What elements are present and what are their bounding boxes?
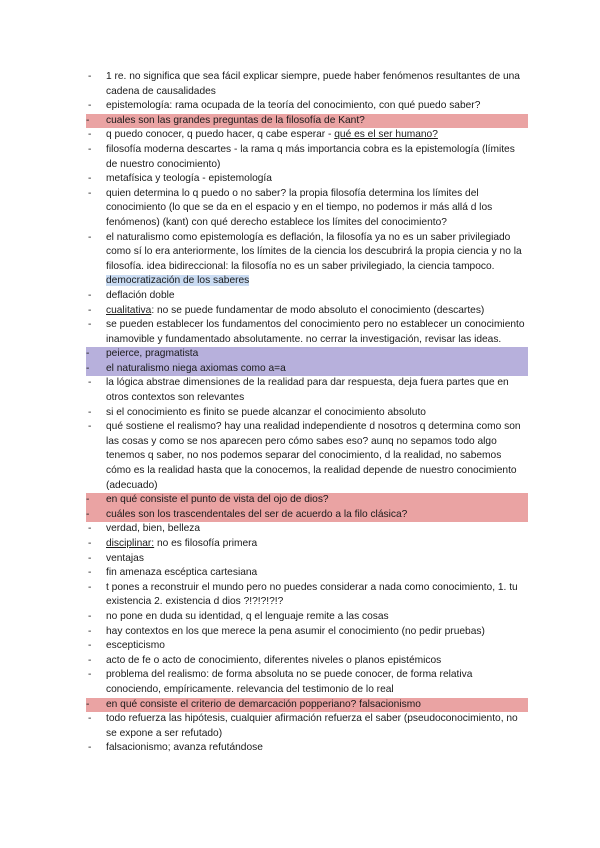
- item-text: : no se puede fundamentar de modo absoluto el conocimiento (descartes): [151, 304, 485, 316]
- list-item: [88, 172, 528, 187]
- item-text: la lógica abstrae dimensiones de la realidad para dar respuesta, deja fuera partes que en otros contextos son relevantes: [106, 377, 509, 404]
- underlined-text: qué es el ser humano?: [334, 129, 438, 141]
- list-item: [88, 318, 528, 347]
- list-item: [88, 552, 528, 567]
- list-item: [88, 128, 528, 143]
- highlighted-question: [86, 114, 528, 129]
- item-text: peierce, pragmatista: [106, 348, 199, 360]
- item-text: qué sostiene el realismo? hay una realidad independiente d nosotros q determina como son las cosas y como se nos aparecen pero cómo sabes eso? aunq no sepamos todo algo tenemos q saber, no nos podemos separar del conocimiento, d la realidad, no sabemos cómo es la realidad hasta que la conocemos, la realidad depende de nuestro conocimiento (adecuado): [106, 421, 521, 491]
- item-text: deflación doble: [106, 289, 175, 301]
- item-text: en qué consiste el punto de vista del ojo de dios?: [106, 494, 329, 506]
- highlighted-question: [86, 493, 528, 508]
- list-item: [88, 639, 528, 654]
- item-text: q puedo conocer, q puedo hacer, q cabe esperar -: [106, 129, 335, 141]
- list-item: [88, 99, 528, 114]
- highlighted-note: [86, 362, 528, 377]
- list-item: [88, 420, 528, 493]
- item-text: metafísica y teología - epistemología: [106, 173, 272, 185]
- list-item: [88, 566, 528, 581]
- item-text: no es filosofía primera: [154, 538, 258, 549]
- item-text: falsacionismo; avanza refutándose: [106, 742, 263, 754]
- item-text: cuáles son los trascendentales del ser de acuerdo a la filo clásica?: [106, 508, 408, 520]
- notes-list: [88, 70, 528, 756]
- list-item: [88, 231, 528, 289]
- underlined-text: cualitativa: [106, 304, 152, 316]
- item-text: verdad, bien, belleza: [106, 523, 201, 535]
- list-item: [88, 625, 528, 640]
- highlighted-phrase: democratización de los saberes: [106, 275, 250, 287]
- list-item: [88, 406, 528, 421]
- list-item: [88, 668, 528, 697]
- item-text: en qué consiste el criterio de demarcación popperiano? falsacionismo: [106, 698, 421, 710]
- item-text: el naturalismo como epistemología es deflación, la filosofía ya no es un saber privilegiado como sí lo era anteriormente, los límites de la ciencia los descubrirá la propia ciencia y no la filosofía. idea bidireccional: la filosofía no es un saber privilegiado, la ciencia tampoco.: [106, 231, 522, 272]
- list-item: [88, 187, 528, 231]
- list-item: [88, 581, 528, 610]
- list-item: [88, 289, 528, 304]
- list-item: [88, 654, 528, 669]
- item-text: 1 re. no significa que sea fácil explicar siempre, puede haber fenómenos resultantes de una cadena de causalidades: [106, 71, 520, 97]
- item-text: fin amenaza escéptica cartesiana: [106, 567, 258, 579]
- list-item: [88, 712, 528, 741]
- list-item: [88, 741, 528, 756]
- item-text: no pone en duda su identidad, q el lenguaje remite a las cosas: [106, 610, 389, 622]
- list-item: [88, 376, 528, 405]
- item-text: el naturalismo niega axiomas como a=a: [106, 362, 286, 374]
- item-text: problema del realismo: de forma absoluta no se puede conocer, de forma relativa conociendo, empíricamente. relevancia del testimonio de lo real: [106, 669, 473, 695]
- highlighted-note: [86, 347, 528, 362]
- item-text: hay contextos en los que merece la pena asumir el conocimiento (no pedir pruebas): [106, 625, 485, 637]
- item-text: epistemología: rama ocupada de la teoría del conocimiento, con qué puedo saber?: [106, 100, 481, 112]
- item-text: si el conocimiento es finito se puede alcanzar el conocimiento absoluto: [106, 406, 426, 418]
- item-text: escepticismo: [106, 640, 165, 652]
- list-item: [88, 304, 528, 319]
- item-text: cuales son las grandes preguntas de la filosofía de Kant?: [106, 114, 365, 126]
- highlighted-question: [86, 508, 528, 523]
- list-item: [88, 70, 528, 99]
- item-text: acto de fe o acto de conocimiento, diferentes niveles o planos epistémicos: [106, 654, 442, 666]
- item-text: quien determina lo q puedo o no saber? la propia filosofía determina los límites del conocimiento (lo que se da en el espacio y en el tiempo, no podemos ir más allá d los fenómenos) (kant) con qué derecho establece los límites del conocimiento?: [106, 187, 493, 228]
- underlined-text: disciplinar:: [106, 538, 155, 549]
- highlighted-question: [86, 698, 528, 713]
- list-item: [88, 537, 528, 552]
- item-text: todo refuerza las hipótesis, cualquier afirmación refuerza el saber (pseudoconocimiento, no se expone a ser refutado): [106, 713, 518, 739]
- item-text: t pones a reconstruir el mundo pero no puedes considerar a nada como conocimiento, 1. tu existencia 2. existencia d dios ?!?!?!?!?: [106, 581, 518, 608]
- item-text: filosofía moderna descartes - la rama q más importancia cobra es la epistemología (límites de nuestro conocimiento): [106, 143, 515, 170]
- list-item: [88, 522, 528, 537]
- list-item: [88, 610, 528, 625]
- list-item: [88, 143, 528, 172]
- item-text: ventajas: [106, 552, 144, 564]
- item-text: se pueden establecer los fundamentos del conocimiento pero no establecer un conocimiento inamovible y fundamentado absolutamente. no cerrar la investigación, revisar las ideas.: [106, 319, 525, 345]
